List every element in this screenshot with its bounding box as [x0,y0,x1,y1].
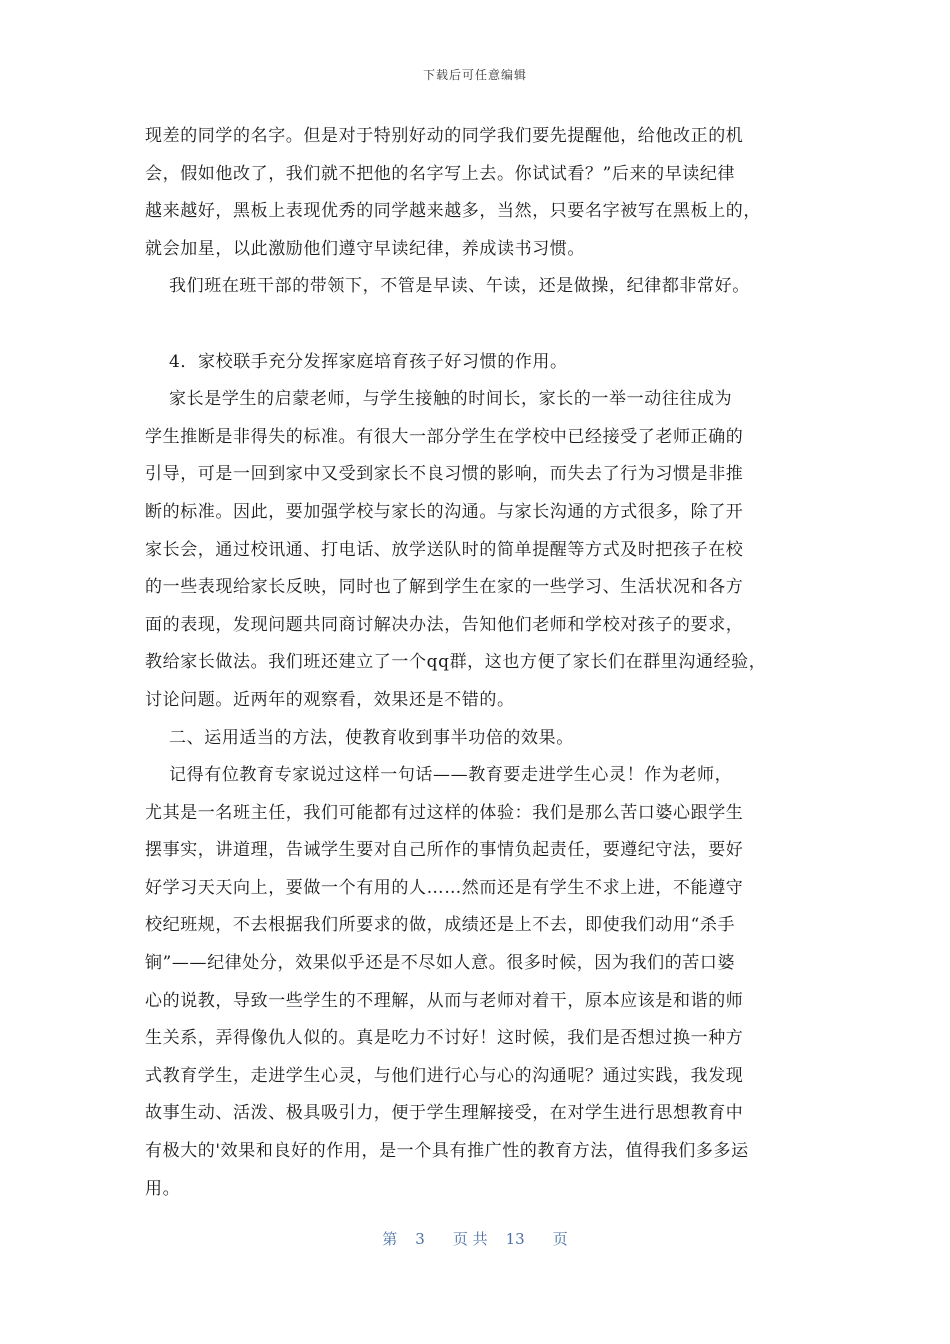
text-line: 尤其是一名班主任，我们可能都有过这样的体验：我们是那么苦口婆心跟学生 [145,802,744,823]
text-line: 用。 [145,1178,181,1199]
text-line: 锏”——纪律处分，效果似乎还是不尽如人意。很多时候，因为我们的苦口婆 [145,953,736,974]
blank-line [145,306,815,344]
text-line: 摆事实，讲道理，告诫学生要对自己所作的事情负起责任，要遵纪守法，要好 [145,840,744,861]
text-line: 记得有位教育专家说过这样一句话——教育要走进学生心灵！作为老师， [145,765,733,786]
section-heading: 4．家校联手充分发挥家庭培育孩子好习惯的作用。 [145,351,568,372]
text-line: 家长是学生的启蒙老师，与学生接触的时间长，家长的一举一动往往成为 [145,389,733,410]
text-line: 有极大的'效果和良好的作用，是一个具有推广性的教育方法，值得我们多多运 [145,1141,749,1162]
section-heading: 二、运用适当的方法，使教育收到事半功倍的效果。 [145,727,574,748]
text-line: 家长会，通过校讯通、打电话、放学送队时的简单提醒等方式及时把孩子在校 [145,539,744,560]
text-line: 我们班在班干部的带领下，不管是早读、午读，还是做操，纪律都非常好。 [145,276,750,297]
footer-suffix: 页 [552,1230,568,1248]
text-line: 的一些表现给家长反映，同时也了解到学生在家的一些学习、生活状况和各方 [145,577,744,598]
text-line: 故事生动、活泼、极具吸引力，便于学生理解接受，在对学生进行思想教育中 [145,1103,744,1124]
page-header: 下载后可任意编辑 [422,68,527,82]
text-line: 心的说教，导致一些学生的不理解，从而与老师对着干，原本应该是和谐的师 [145,990,744,1011]
text-line: 引导，可是一回到家中又受到家长不良习惯的影响，而失去了行为习惯是非推 [145,464,744,485]
text-line: 断的标准。因此，要加强学校与家长的沟通。与家长沟通的方式很多，除了开 [145,501,744,522]
footer-prefix: 第 [382,1230,398,1248]
text-line: 面的表现，发现问题共同商讨解决办法，告知他们老师和学校对孩子的要求， [145,614,744,635]
document-body [145,118,815,1208]
text-line: 校纪班规，不去根据我们所要求的做，成绩还是上不去，即使我们动用“杀手 [145,915,736,936]
text-line: 现差的同学的名字。但是对于特别好动的同学我们要先提醒他，给他改正的机 [145,126,744,146]
text-line: 教给家长做法。我们班还建立了一个qq群，这也方便了家长们在群里沟通经验， [145,652,767,673]
page-footer [0,1228,950,1249]
text-line: 越来越好，黑板上表现优秀的同学越来越多，当然，只要名字被写在黑板上的， [145,201,761,222]
text-line: 就会加星，以此激励他们遵守早读纪律，养成读书习惯。 [145,238,585,259]
footer-middle: 页 共 [452,1230,488,1248]
total-pages-number: 13 [505,1230,525,1248]
text-line: 学生推断是非得失的标准。有很大一部分学生在学校中已经接受了老师正确的 [145,426,744,447]
current-page-number: 3 [415,1230,425,1248]
text-line: 讨论问题。近两年的观察看，效果还是不错的。 [145,689,515,710]
text-line: 好学习天天向上，要做一个有用的人……然而还是有学生不求上进，不能遵守 [145,877,744,898]
text-line: 生关系，弄得像仇人似的。真是吃力不讨好！这时候，我们是否想过换一种方 [145,1028,744,1049]
text-line: 会，假如他改了，我们就不把他的名字写上去。你试试看？”后来的早读纪律 [145,163,736,184]
text-line: 式教育学生，走进学生心灵，与他们进行心与心的沟通呢？通过实践，我发现 [145,1065,744,1086]
